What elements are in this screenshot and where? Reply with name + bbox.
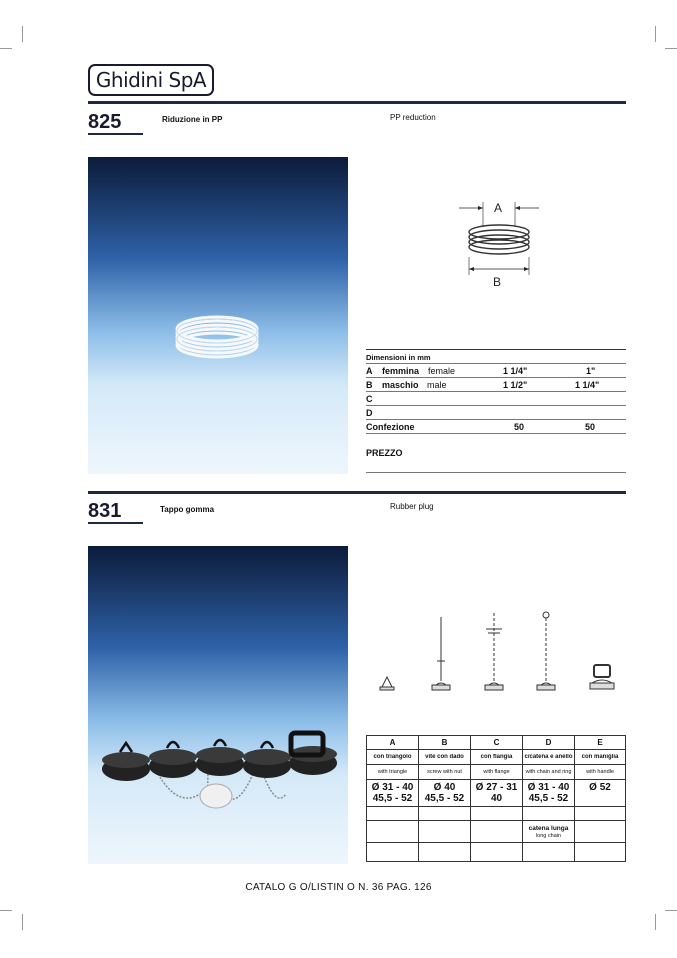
section-rule	[88, 101, 626, 104]
variant-name-en: screw with nut	[427, 769, 462, 775]
code-underline	[88, 522, 143, 524]
dims-header-row	[366, 350, 626, 364]
dims-header: Dimensioni in mm	[366, 353, 431, 362]
price-label: PREZZO	[366, 448, 403, 458]
product-title-it: Riduzione in PP	[162, 115, 223, 124]
variant-size: 45,5 - 52	[528, 793, 569, 804]
dims-row: D	[366, 406, 626, 420]
product-photo	[88, 157, 348, 474]
dim-label-b: B	[493, 275, 502, 289]
plugs-diagram	[368, 603, 626, 703]
crop-mark	[665, 48, 677, 49]
product-title-en: Rubber plug	[390, 502, 434, 511]
variant-note-en: long chain	[535, 833, 562, 839]
rubber-plugs-illustration	[88, 546, 348, 864]
dims-row: B maschio male 1 1/2" 1 1/4"	[366, 378, 626, 392]
crop-mark	[0, 48, 12, 49]
variant-size: Ø 40	[433, 782, 456, 793]
crop-mark	[22, 26, 23, 42]
variant-name-it: con flangia	[480, 754, 513, 760]
variant-size: 45,5 - 52	[424, 793, 465, 804]
variant-name-en: with chain and ring	[525, 769, 572, 775]
variant-size: Ø 52	[589, 782, 611, 793]
variant-note-it: catena lunga	[528, 825, 569, 832]
variant-size: 40	[490, 793, 503, 804]
crop-mark	[22, 914, 23, 930]
variant-letter: B	[441, 738, 448, 747]
product-code: 825	[88, 111, 122, 133]
variant-size: Ø 27 - 31	[475, 782, 518, 793]
variant-size: 45,5 - 52	[372, 793, 413, 804]
dims-row: A femmina female 1 1/4" 1"	[366, 364, 626, 378]
price-row	[366, 434, 626, 473]
variant-name-en: with flange	[483, 769, 510, 775]
product-title-en: PP reduction	[390, 113, 436, 122]
variant-size: Ø 31 - 40	[527, 782, 570, 793]
variants-table	[366, 735, 626, 862]
page-footer: CATALO G O/LISTIN O N. 36 PAG. 126	[245, 882, 432, 893]
product-title-it: Tappo gomma	[160, 505, 215, 514]
pp-ring-illustration	[88, 157, 348, 474]
product-photo	[88, 546, 348, 864]
crop-mark	[665, 910, 677, 911]
variant-name-en: with handle	[586, 769, 614, 775]
code-underline	[88, 133, 143, 135]
variant-name-it: c/catena e anello	[524, 754, 573, 760]
reduction-diagram	[455, 197, 545, 292]
variant-name-it: vite con dado	[425, 754, 464, 760]
dim-label-a: A	[494, 201, 503, 215]
variant-letter: A	[389, 738, 396, 747]
variant-name-en: with triangle	[377, 769, 408, 775]
variant-name-it: con triangolo	[373, 754, 412, 760]
dims-row: C	[366, 392, 626, 406]
crop-mark	[0, 910, 12, 911]
packaging-row: Confezione 50 50	[366, 420, 626, 434]
section-rule	[88, 491, 626, 494]
variant-letter: C	[493, 738, 500, 747]
crop-mark	[655, 26, 656, 42]
crop-mark	[655, 914, 656, 930]
variant-letter: E	[597, 738, 603, 747]
variant-name-it: con maniglia	[581, 754, 619, 760]
product-code: 831	[88, 500, 122, 522]
variant-size: Ø 31 - 40	[371, 782, 414, 793]
variant-letter: D	[545, 738, 552, 747]
brand-logo: Ghidini SpA	[88, 64, 214, 96]
